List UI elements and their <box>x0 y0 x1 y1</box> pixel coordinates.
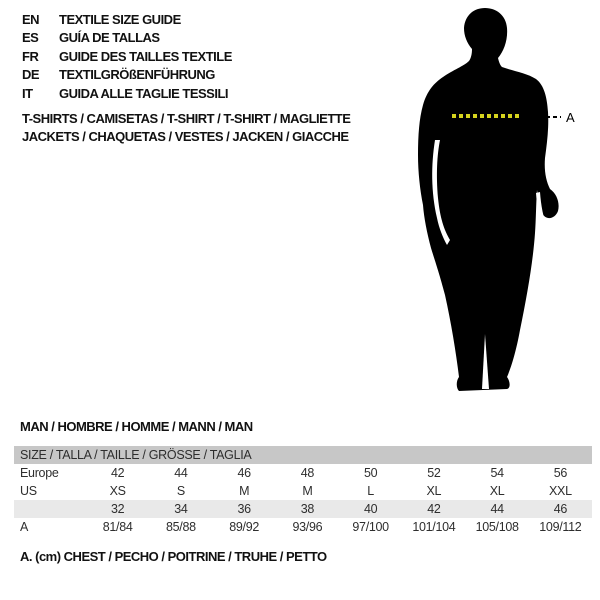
size-cell: 52 <box>427 466 441 480</box>
category-line-tshirts: T-SHIRTS / CAMISETAS / T-SHIRT / T-SHIRT / MAGLIETTE <box>22 111 351 126</box>
size-cell: 46 <box>553 502 568 516</box>
size-cell: 44 <box>174 466 188 480</box>
language-row <box>22 48 232 66</box>
language-title: TEXTILE SIZE GUIDE <box>59 12 181 27</box>
size-row-us <box>14 482 592 500</box>
size-cell: XXL <box>549 484 572 498</box>
row-label: A <box>20 520 29 534</box>
size-cell: M <box>239 484 250 498</box>
size-cell: 44 <box>490 502 504 516</box>
size-row-a-chest <box>14 518 592 536</box>
man-figure <box>390 0 600 400</box>
language-title: GUIDE DES TAILLES TEXTILE <box>59 48 232 64</box>
size-cell: 89/92 <box>229 520 260 534</box>
language-title: GUÍA DE TALLAS <box>59 30 160 46</box>
size-cell: XL <box>489 484 505 498</box>
size-cell: 46 <box>237 466 251 480</box>
size-cell: S <box>176 484 185 498</box>
size-cell: 38 <box>300 502 315 516</box>
category-lines <box>22 110 350 147</box>
size-cell: 42 <box>110 466 125 480</box>
size-table-header: SIZE / TALLA / TAILLE / GRÖSSE / TAGLIA <box>14 446 592 464</box>
size-cell: 105/108 <box>475 520 519 534</box>
size-cell: 109/112 <box>539 520 582 534</box>
row-label <box>14 500 86 518</box>
language-code: DE <box>22 67 40 83</box>
language-row <box>22 29 232 47</box>
section-title-man: MAN / HOMBRE / HOMME / MANN / MAN <box>20 419 253 434</box>
size-cell: 50 <box>363 466 378 480</box>
language-list <box>22 11 232 103</box>
size-cell: 93/96 <box>292 520 323 534</box>
size-cell: 34 <box>174 502 188 516</box>
category-line-jackets: JACKETS / CHAQUETAS / VESTES / JACKEN / GIACCHE <box>22 129 349 145</box>
size-cell: 36 <box>237 502 251 516</box>
language-row <box>22 66 232 84</box>
size-cell: XS <box>109 484 126 498</box>
size-table <box>14 446 592 536</box>
row-label: Europe <box>20 466 59 480</box>
size-cell: 42 <box>427 502 441 516</box>
language-code: ES <box>22 30 39 46</box>
footnote-chest-measure: A. (cm) CHEST / PECHO / POITRINE / TRUHE / PETTO <box>20 549 327 564</box>
language-code: EN <box>22 12 40 27</box>
size-cell: 81/84 <box>102 520 133 534</box>
size-cell: 48 <box>300 466 315 480</box>
size-row-numeric <box>14 500 592 518</box>
size-cell: 101/104 <box>412 520 456 534</box>
size-cell: XL <box>426 484 442 498</box>
size-row-europe <box>14 464 592 482</box>
measure-label-a: A <box>566 110 575 125</box>
size-cell: 40 <box>363 502 378 516</box>
size-cell: 85/88 <box>165 520 196 534</box>
language-row <box>22 85 232 103</box>
language-title: TEXTILGRÖßENFÜHRUNG <box>59 67 215 83</box>
row-label: US <box>20 484 37 498</box>
language-row <box>22 11 232 29</box>
size-cell: 56 <box>553 466 568 480</box>
language-title: GUIDA ALLE TAGLIE TESSILI <box>59 85 229 101</box>
language-code: IT <box>22 85 33 101</box>
size-cell: M <box>302 484 313 498</box>
size-cell: 54 <box>490 466 504 480</box>
language-code: FR <box>22 48 39 64</box>
size-cell: 97/100 <box>352 520 389 534</box>
size-cell: L <box>367 484 374 498</box>
man-silhouette-svg <box>390 0 600 400</box>
size-cell: 32 <box>110 502 125 516</box>
